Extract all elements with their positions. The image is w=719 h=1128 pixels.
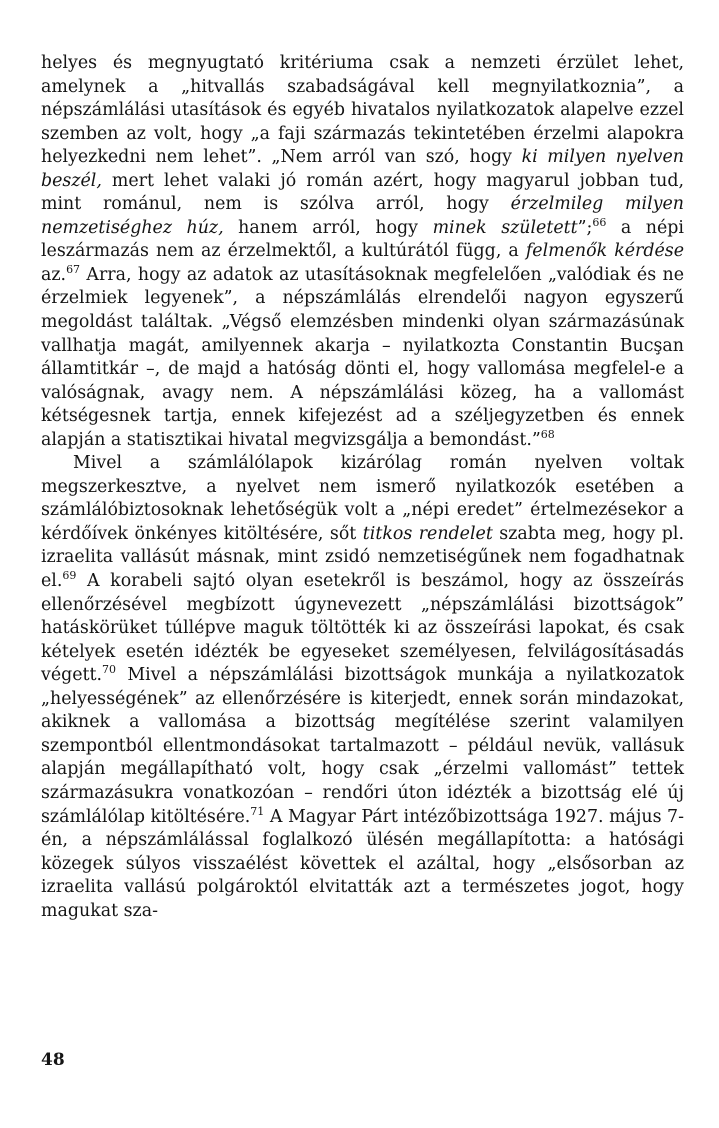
footnote-ref: 70 (102, 663, 117, 677)
page-body (41, 52, 684, 923)
text-run: Mivel a számlálólapok kizárólag román nyelven voltak megszerkesztve, a nyelvet nem ismerő nyilatkozók esetében a számlálóbiztosoknak lehetőségük volt a „népi eredet” értelmezésekor a kérdőívek önkényes kitöltésére, sőt (41, 453, 684, 544)
text-run: mert lehet valaki jó román azért, hogy magyarul jobban tud, mint románul, nem is szólva arról, hogy (41, 170, 684, 215)
text-run: ”; (577, 217, 593, 238)
footnote-ref: 67 (66, 263, 81, 277)
italic-text: titkos rendelet (362, 523, 493, 544)
italic-text: érzelmileg milyen nemzetiséghez húz, (41, 194, 684, 238)
footnote-ref: 69 (62, 569, 77, 583)
footnote-ref: 71 (250, 804, 265, 818)
paragraph-1 (41, 52, 684, 452)
footnote-ref: 68 (540, 427, 555, 441)
text-run: A korabeli sajtó olyan esetekről is beszámol, hogy az összeírás ellenőrzésével megbízott úgynevezett „népszámlálási bizottságok” hatáskörüket túllépve maguk töltötték ki az összeírási lapokat, és csak kételyek esetén idézték be egyeseket személyesen, felvilágosításadás végett. (41, 571, 684, 686)
text-run: a népi leszármazás nem az érzelmektől, a kultúrától függ, a (41, 217, 684, 262)
text-run: Mivel a népszámlálási bizottságok munkája a nyilatkozatok „helyességének” az ellenőrzésére is kiterjedt, ennek során mindazokat, akiknek a vallomása a bizottság megítélése szerint valamilyen szempontból ellentmondásokat tartalmazott – például nevük, vallásuk alapján megállapítható volt, hogy csak „érzelmi vallomást” tettek származásukra vonatkozóan – rendőri úton idézték a bizottság elé új számlálólap kitöltésére. (41, 665, 684, 827)
italic-text: minek született (432, 217, 578, 238)
italic-text: felmenők kérdése (525, 241, 684, 262)
paragraph-2 (41, 452, 684, 923)
text-run: hanem arról, hogy (223, 217, 433, 238)
italic-text: ki milyen nyelven beszél, (41, 147, 684, 191)
text-run: A Magyar Párt intézőbizottsága 1927. május 7-én, a népszámlálással foglalkozó ülésén megállapította: a hatósági közegek súlyos visszaélést követtek el azáltal, hogy „elsősorban az izraelita vallású polgároktól elvitatták azt a természetes jogot, hogy magukat sza- (41, 806, 684, 921)
footnote-ref: 66 (592, 216, 607, 230)
text-run: az. (41, 264, 67, 285)
text-run: helyes és megnyugtató kritériuma csak a nemzeti érzület lehet, amelynek a „hitvallás szabadságával kell megnyilatkoznia”, a népszámlálási utasítások és egyéb hivatalos nyilatkozatok alapelve ezzel szemben az volt, hogy „a faji származás tekintetében érzelmi alapokra helyezkedni nem lehet”. „Nem arról van szó, hogy (41, 53, 684, 168)
text-run: szabta meg, hogy pl. izraelita vallásút másnak, mint zsidó nemzetiségűnek nem fogadhatnak el. (41, 523, 684, 592)
page-number: 48 (41, 1050, 65, 1070)
text-run: Arra, hogy az adatok az utasításoknak megfelelően „valódiak és ne érzelmiek legyenek”, a népszámlálás elrendelői nagyon egyszerű megoldást találtak. „Végső elemzésben mindenki olyan származásúnak vallhatja magát, amilyennek akarja – nyilatkozta Constantin Bucşan államtitkár –, de majd a hatóság dönti el, hogy vallomása megfelel-e a valóságnak, avagy nem. A népszámlálási közeg, ha a vallomást kétségesnek tartja, ennek kifejezést ad a széljegyzetben és ennek alapján a statisztikai hivatal megvizsgálja a bemondást.” (41, 264, 684, 450)
